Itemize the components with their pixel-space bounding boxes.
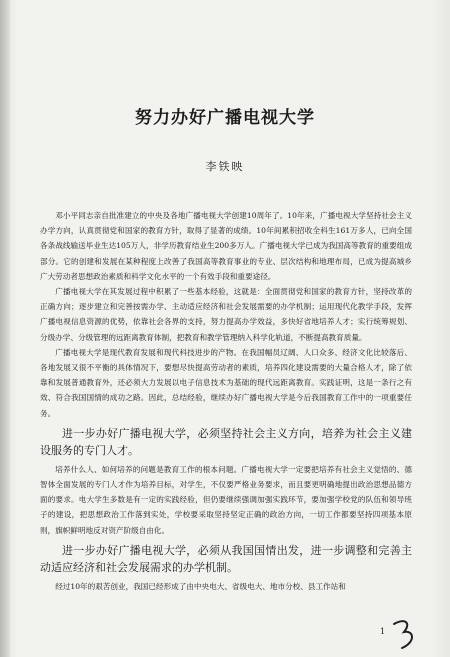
body-paragraph: 广播电视大学在其发展过程中积累了一些基本经验，这就是：全面贯彻党和国家的教育方针，坚持改革的正确方向；逐步建立和完善按需办学、主动适应经济和社会发展需要的办学机制；运用现代化教学手段，发挥广播电视信息资源的优势，依靠社会各界的支持，努力提高办学效益，多快好省地培养人才；实行统筹规划、分级办学、分级管理的远距离教育体制，把教育和教学管理纳入科学化轨道，不断提高教育质量。 [40,287,412,342]
body-paragraph: 广播电视大学是现代教育发展和现代科技进步的产物。在我国幅员辽阔、人口众多、经济文化比较落后、各地发展又很不平衡的具体情况下，要想尽快提高劳动者的素质，培养四化建设需要的大量合格人才，除了依靠和发展普通教育外，还必须大力发展以电子信息技术为基础的现代远距离教育。实践证明，这是一条行之有效、符合我国国情的成功之路。因此，总结经验，继续办好广播电视大学是今后我国教育工作中的一项重要任务。 [40,347,412,418]
section-heading: 进一步办好广播电视大学，必须坚持社会主义方向，培养为社会主义建设服务的专门人才。 [40,426,412,457]
page-number: 1 [380,627,386,636]
article-author: 李铁映 [205,160,245,173]
article-title: 努力办好广播电视大学 [135,108,315,128]
article-body [40,208,412,594]
section-heading: 进一步办好广播电视大学，必须从我国国情出发，进一步调整和完善主动适应经济和社会发展需求的办学机制。 [40,543,412,574]
body-paragraph: 培养什么人、如何培养的问题是教育工作的根本问题。广播电视大学一定要把培养有社会主义觉悟的、德智体全面发展的专门人才作为培养目标，对学生，不仅要严格业务要求，而且要更明确地提出政治思想品德方面的要求。电大学生多数是有一定的实践经验，但仍要继续强调加强实践环节，要加强学校党的队伍和领导班子的建设，把思想政治工作落到实处，学校要采取坚持坚定正确的政治方向，一切工作都要坚持四项基本原则，旗帜鲜明地反对资产阶级自由化。 [40,464,412,535]
body-paragraph: 邓小平同志亲自批准建立的中央及各地广播电视大学创建10周年了。10年来，广播电视大学坚持社会主义办学方向，认真贯彻党和国家的教育方针，取得了显著的成绩。10年间累积招收全科生161万多人，已向全国各条战线输送毕业生达105万人，非学历教育结业生200多万人。广播电视大学已成为我国高等教育的重要组成部分。它的创建和发展在某种程度上改善了我国高等教育事业的专业、层次结构和地理布局，已成为提高城乡广大劳动者思想政治素质和科学文化水平的一个有效手段和重要途径。 [40,211,412,281]
body-paragraph: 经过10年的艰苦创业，我国已经形成了由中央电大、省级电大、地市分校、县工作站和 [55,581,346,591]
handwritten-mark-icon [386,614,426,654]
page-shadow-edge [0,0,10,657]
